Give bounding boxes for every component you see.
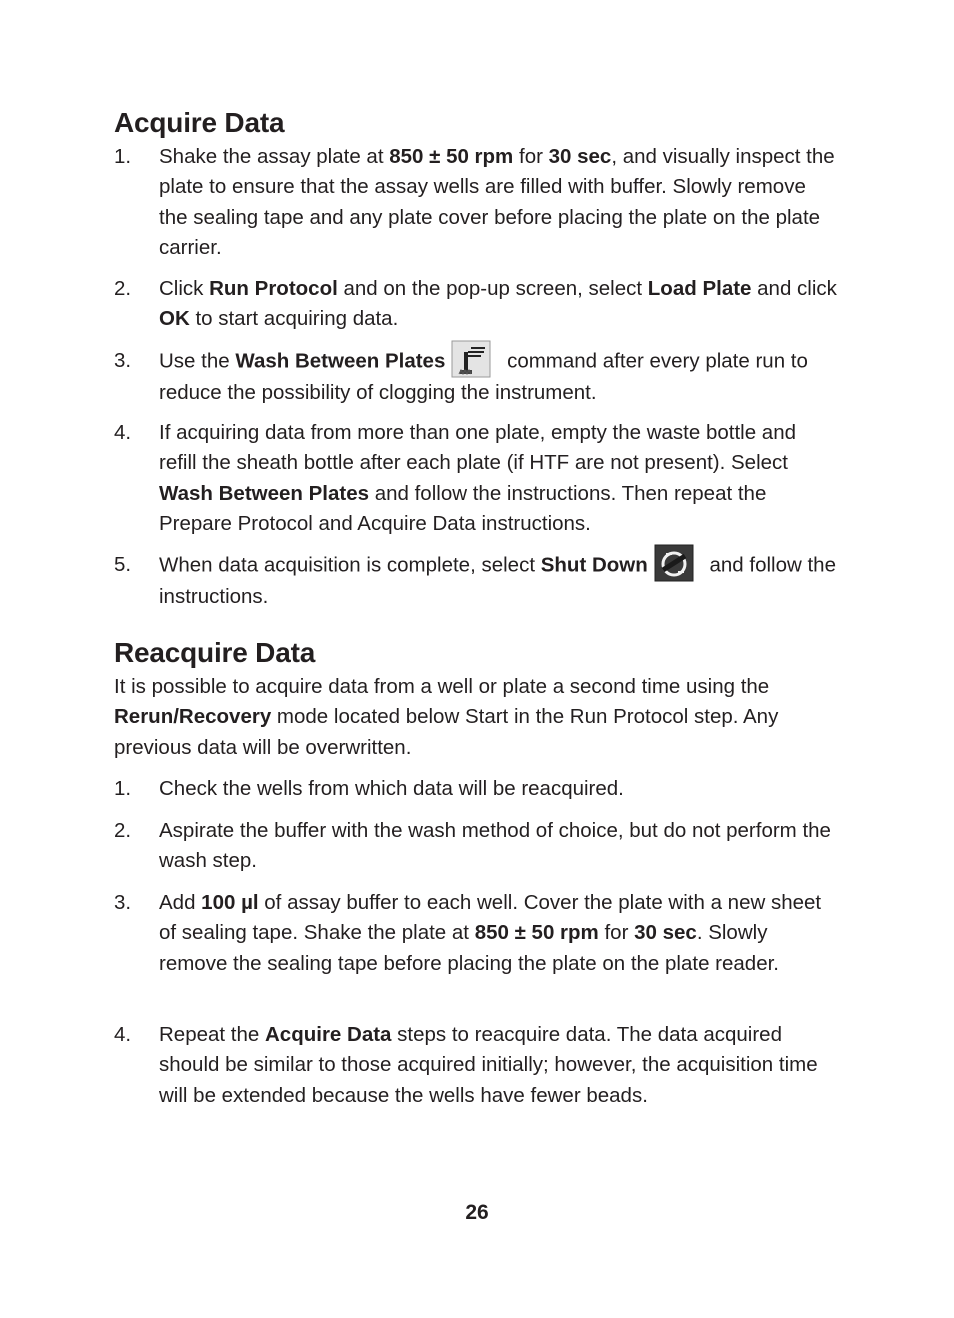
reacquire-intro: It is possible to acquire data from a well or plate a second time using the Rerun/Recovery mode located below Start in the Run Protocol step. Any previous data will be overwritten. (114, 675, 779, 759)
step-number: 3. (114, 891, 132, 914)
acquire-data-heading: Acquire Data (114, 107, 285, 138)
step-number: 3. (114, 349, 132, 372)
step-number: 4. (114, 1023, 132, 1046)
step-text: Repeat the Acquire Data steps to reacquire data. The data acquired should be similar to those acquired initially; however, the acquisition time will be extended because the wells have fewer beads. (159, 1023, 818, 1107)
step-number: 1. (114, 777, 132, 800)
step-text: Check the wells from which data will be reacquired. (159, 777, 624, 800)
wash-between-plates-icon (451, 340, 491, 378)
step-text: Click Run Protocol and on the pop-up screen, select Load Plate and click OK to start acquiring data. (159, 277, 837, 331)
step-text: If acquiring data from more than one plate, empty the waste bottle and refill the sheath bottle after each plate (if HTF are not present). Select Wash Between Plates and follow the instructions. Then repeat the Prepare Protocol and Acquire Data instructions. (159, 421, 797, 535)
step-number: 4. (114, 421, 132, 444)
reacquire-data-heading: Reacquire Data (114, 637, 316, 668)
step-text: Add 100 µl of assay buffer to each well. Cover the plate with a new sheet of sealing tape. Shake the plate at 850 ± 50 rpm for 30 sec. Slowly remove the sealing tape before placing the plate on the plate reader. (159, 891, 822, 975)
step-text: When data acquisition is complete, select Shut Down and follow the instructions. (159, 550, 839, 612)
step-number: 2. (114, 819, 132, 842)
page-number: 26 (465, 1201, 489, 1224)
step-text: Use the Wash Between Plates command after every plate run to reduce the possibility of clogging the instrument. (159, 346, 839, 408)
step-text: Shake the assay plate at 850 ± 50 rpm for 30 sec, and visually inspect the plate to ensure that the assay wells are filled with buffer. Slowly remove the sealing tape and any plate cover before placing the plate on the plate carrier. (159, 145, 835, 259)
step-text: Aspirate the buffer with the wash method of choice, but do not perform the wash step. (159, 819, 831, 873)
shut-down-icon (654, 544, 694, 582)
step-number: 1. (114, 145, 132, 168)
step-number: 2. (114, 277, 132, 300)
step-number: 5. (114, 553, 132, 576)
